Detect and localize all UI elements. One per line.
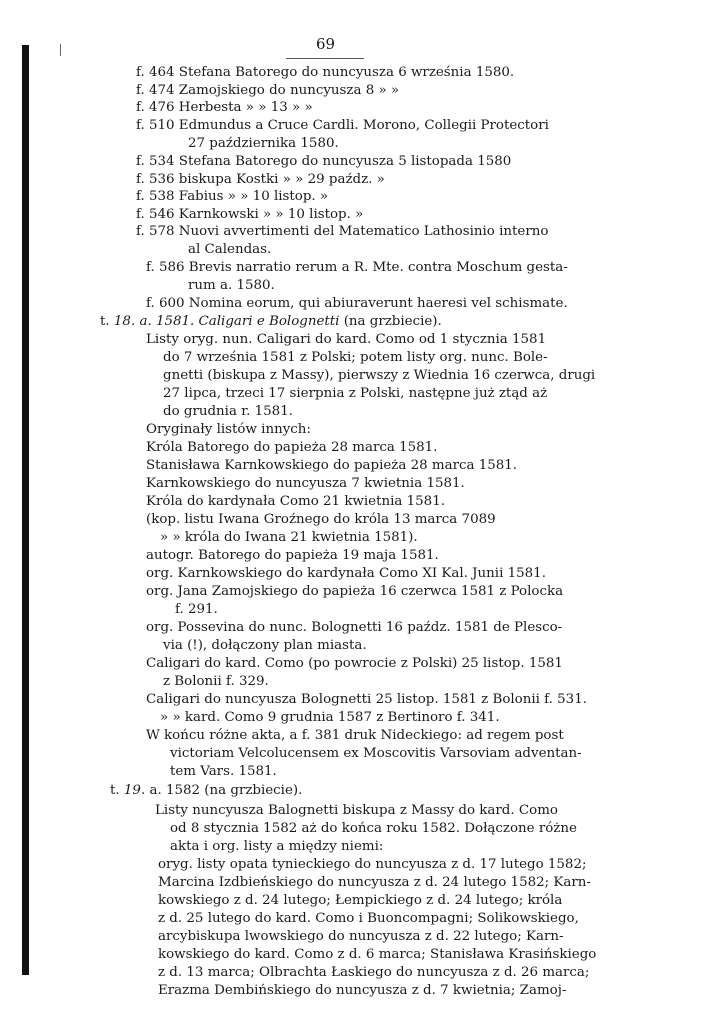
text-line bbox=[136, 64, 514, 82]
text-line bbox=[188, 241, 271, 259]
text-line bbox=[136, 82, 399, 100]
text-line bbox=[146, 457, 517, 475]
text-line-segment: f. 534 Stefana Batorego do nuncyusza 5 listopada 1580 bbox=[136, 154, 512, 169]
text-line bbox=[163, 637, 367, 655]
text-line bbox=[163, 403, 293, 421]
text-line-segment: f. 476 Herbesta » » 13 » » bbox=[136, 100, 313, 115]
text-line-italic: 18. a. 1581. Caligari e Bolognetti bbox=[113, 314, 340, 329]
text-line bbox=[160, 709, 500, 727]
text-line-segment: Karnkowskiego do nuncyusza 7 kwietnia 1581. bbox=[146, 476, 465, 491]
text-line-segment: » » kard. Como 9 grudnia 1587 z Bertinoro f. 341. bbox=[160, 710, 500, 725]
text-line-segment: akta i org. listy a między niemi: bbox=[170, 839, 384, 854]
text-line bbox=[136, 117, 549, 135]
text-line-segment: W końcu różne akta, a f. 381 druk Nideckiego: ad regem post bbox=[146, 728, 564, 743]
text-line-segment: victoriam Velcolucensem ex Moscovitis Varsoviam adventan- bbox=[170, 746, 582, 761]
text-line-segment: f. 600 Nomina eorum, qui abiuraverunt haeresi vel schismate. bbox=[146, 296, 568, 311]
text-line-segment: Stanisława Karnkowskiego do papieża 28 marca 1581. bbox=[146, 458, 518, 473]
text-line-segment: rum a. 1580. bbox=[188, 278, 275, 293]
text-line-segment: org. Karnkowskiego do kardynała Como XI Kal. Junii 1581. bbox=[146, 566, 546, 581]
text-line-segment: z d. 13 marca; Olbrachta Łaskiego do nuncyusza z d. 26 marca; bbox=[158, 965, 590, 980]
text-line bbox=[146, 475, 465, 493]
text-line-segment: arcybiskupa lwowskiego do nuncyusza z d. 22 lutego; Karn- bbox=[158, 929, 564, 944]
text-line-segment: Caligari do kard. Como (po powrocie z Polski) 25 listop. 1581 bbox=[146, 656, 563, 671]
text-line-segment: al Calendas. bbox=[188, 242, 272, 257]
text-line-segment: kowskiego do kard. Como z d. 6 marca; Stanisława Krasińskiego bbox=[158, 947, 597, 962]
text-line-segment: Erazma Dembińskiego do nuncyusza z d. 7 kwietnia; Zamoj- bbox=[158, 983, 567, 998]
text-line-segment: f. 291. bbox=[175, 602, 218, 617]
text-line bbox=[136, 223, 548, 241]
text-line-segment: f. 464 Stefana Batorego do nuncyusza 6 września 1580. bbox=[136, 65, 515, 80]
text-line-segment: gnetti (biskupa z Massy), pierwszy z Wiednia 16 czerwca, drugi bbox=[163, 368, 596, 383]
text-line bbox=[136, 171, 385, 189]
text-line-segment: 27 października 1580. bbox=[188, 136, 339, 151]
text-line-segment: via (!), dołączony plan miasta. bbox=[163, 638, 367, 653]
text-line bbox=[146, 565, 546, 583]
text-line-segment: Listy nuncyusza Balognetti biskupa z Massy do kard. Como bbox=[155, 803, 558, 818]
text-line-segment: tem Vars. 1581. bbox=[170, 764, 277, 779]
page-number: 69 bbox=[316, 35, 336, 53]
text-line bbox=[146, 691, 587, 709]
text-line bbox=[158, 946, 596, 964]
text-line-segment: t. bbox=[100, 314, 114, 329]
text-line bbox=[136, 99, 313, 117]
text-line bbox=[146, 655, 563, 673]
text-line bbox=[146, 421, 311, 439]
text-line-segment: Listy oryg. nun. Caligari do kard. Como od 1 stycznia 1581 bbox=[146, 332, 547, 347]
text-line bbox=[188, 277, 275, 295]
text-line bbox=[158, 982, 566, 1000]
text-line bbox=[170, 745, 582, 763]
margin-mark bbox=[60, 44, 61, 56]
text-line bbox=[146, 493, 445, 511]
text-line bbox=[146, 547, 439, 565]
text-line-segment: do 7 września 1581 z Polski; potem listy org. nunc. Bole- bbox=[163, 350, 548, 365]
text-line-segment: od 8 stycznia 1582 aż do końca roku 1582. Dołączone różne bbox=[170, 821, 577, 836]
text-line-segment: Marcina Izdbieńskiego do nuncyusza z d. 24 lutego 1582; Karn- bbox=[158, 875, 591, 890]
text-line bbox=[136, 153, 511, 171]
text-line-segment: f. 538 Fabius » » 10 listop. » bbox=[136, 189, 329, 204]
text-line-segment: z Bolonii f. 329. bbox=[163, 674, 269, 689]
text-line-segment: f. 510 Edmundus a Cruce Cardli. Morono, Collegii Protectori bbox=[136, 118, 549, 133]
text-line-segment: kowskiego z d. 24 lutego; Łempickiego z d. 24 lutego; króla bbox=[158, 893, 563, 908]
text-line-segment: z d. 25 lutego do kard. Como i Buoncompagni; Solikowskiego, bbox=[158, 911, 579, 926]
text-line bbox=[146, 583, 563, 601]
text-line bbox=[146, 727, 564, 745]
text-line-segment: 27 lipca, trzeci 17 sierpnia z Polski, następne już ztąd aż bbox=[163, 386, 548, 401]
text-line bbox=[158, 928, 564, 946]
text-line bbox=[136, 206, 363, 224]
text-line bbox=[146, 619, 562, 637]
text-line bbox=[146, 295, 568, 313]
text-line bbox=[158, 856, 586, 874]
text-line-segment: Króla Batorego do papieża 28 marca 1581. bbox=[146, 440, 438, 455]
text-line bbox=[100, 313, 442, 331]
text-line-segment: Króla do kardynała Como 21 kwietnia 1581. bbox=[146, 494, 445, 509]
text-line-segment: t. bbox=[110, 783, 124, 798]
text-line-segment: f. 586 Brevis narratio rerum a R. Mte. contra Moschum gesta- bbox=[146, 260, 568, 275]
text-line-segment: f. 546 Karnkowski » » 10 listop. » bbox=[136, 207, 364, 222]
text-line-segment: » » króla do Iwana 21 kwietnia 1581). bbox=[160, 530, 418, 545]
text-line-segment: f. 474 Zamojskiego do nuncyusza 8 » » bbox=[136, 83, 400, 98]
text-line-segment: (na grzbiecie). bbox=[339, 314, 442, 329]
text-line bbox=[163, 367, 595, 385]
text-line-segment: org. Jana Zamojskiego do papieża 16 czerwca 1581 z Polocka bbox=[146, 584, 564, 599]
text-line-segment: Caligari do nuncyusza Bolognetti 25 listop. 1581 z Bolonii f. 531. bbox=[146, 692, 587, 707]
text-line bbox=[163, 673, 269, 691]
text-line-segment: oryg. listy opata tynieckiego do nuncyusza z d. 17 lutego 1582; bbox=[158, 857, 587, 872]
text-line-segment: f. 578 Nuovi avvertimenti del Matematico Lathosinio interno bbox=[136, 224, 549, 239]
text-line-segment: (kop. listu Iwana Groźnego do króla 13 marca 7089 bbox=[146, 512, 496, 527]
text-line bbox=[170, 763, 277, 781]
text-line bbox=[146, 331, 546, 349]
text-line-segment: Oryginały listów innych: bbox=[146, 422, 311, 437]
text-line bbox=[163, 349, 548, 367]
text-line-segment: org. Possevina do nunc. Bolognetti 16 paźdz. 1581 de Plesco- bbox=[146, 620, 563, 635]
text-line-segment: f. 536 biskupa Kostki » » 29 paźdz. » bbox=[136, 172, 385, 187]
page-number-rule bbox=[286, 58, 364, 59]
text-line bbox=[155, 802, 558, 820]
text-line-italic: 19. bbox=[123, 783, 146, 798]
text-line bbox=[170, 820, 577, 838]
text-line bbox=[158, 964, 589, 982]
text-line bbox=[146, 511, 496, 529]
text-line bbox=[158, 910, 579, 928]
text-line bbox=[136, 188, 328, 206]
text-line bbox=[163, 385, 547, 403]
text-line bbox=[146, 259, 568, 277]
text-line-segment: do grudnia r. 1581. bbox=[163, 404, 293, 419]
text-line-segment: a. 1582 (na grzbiecie). bbox=[145, 783, 303, 798]
text-line bbox=[160, 529, 418, 547]
text-line bbox=[188, 135, 339, 153]
text-line-segment: autogr. Batorego do papieża 19 maja 1581. bbox=[146, 548, 439, 563]
binding-edge-bar bbox=[22, 45, 29, 975]
text-line bbox=[158, 874, 591, 892]
text-line bbox=[170, 838, 383, 856]
text-line bbox=[110, 782, 302, 800]
text-line bbox=[146, 439, 437, 457]
text-line bbox=[175, 601, 218, 619]
text-line bbox=[158, 892, 562, 910]
